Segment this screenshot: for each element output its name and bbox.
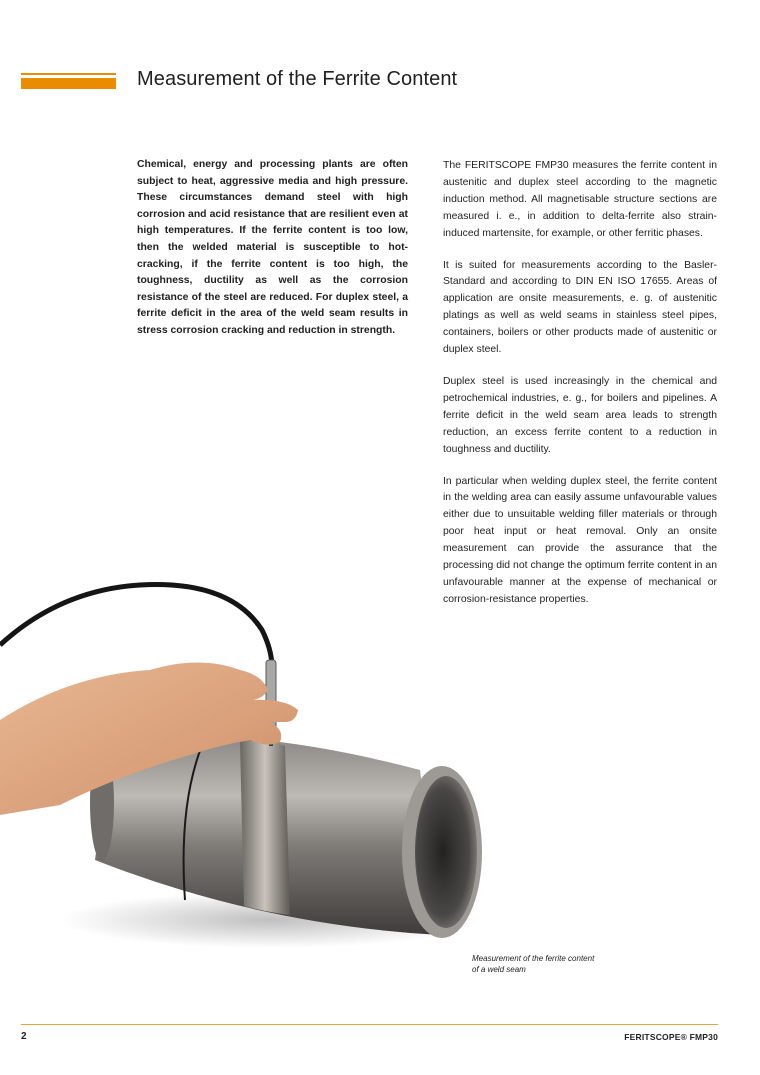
body-paragraph: The FERITSCOPE FMP30 measures the ferrite content in austenitic and duplex steel according to the magnetic induction method. All magnetisable structure sections are measured i. e., in addition to delta-ferrite also strain-induced martensite, for example, or other ferritic phases. [443,160,717,239]
weld-seam-measurement-photo [0,560,500,960]
pipe-opening [415,776,477,928]
body-column [443,158,717,624]
footer-rule [21,1024,718,1025]
caption-line: Measurement of the ferrite content [472,954,595,963]
body-paragraph: In particular when welding duplex steel, the ferrite content in the welding area can easily assume unfavourable values either due to unsuitable welding filler materials or through poor heat input or heat removal. Only an onsite measurement can provide the assurance that the processing did not change the optimum ferrite content in an unfavourable manner at the expense of mechanical or corrosion-resistance properties. [443,475,717,605]
weld-seam [240,741,290,915]
product-name: FERITSCOPE® FMP30 [624,1032,718,1042]
page-title: Measurement of the Ferrite Content [137,68,458,90]
caption-line: of a weld seam [472,964,526,974]
probe-cable [0,585,272,668]
accent-bar-thick [21,78,116,89]
accent-bar-thin [21,73,116,75]
figure-caption [472,954,632,975]
body-paragraph: It is suited for measurements according to the Basler-Standard and according to DIN EN ISO 17655. Areas of application are onsite measurements, e. g. of austenitic platings as well as weld seams in stainless steel pipes, containers, boilers or other products made of austenitic or duplex steel. [443,259,717,356]
body-paragraph: Duplex steel is used increasingly in the chemical and petrochemical industries, e. g., for boilers and pipelines. A ferrite deficit in the weld seam area leads to strength reduction, an excess ferrite content to a reduction in toughness and ductility. [443,375,717,455]
page-number: 2 [21,1031,27,1042]
accent-bar [21,73,116,89]
lead-paragraph: Chemical, energy and processing plants are often subject to heat, aggressive media and high pressure. These circumstances demand steel with high corrosion and acid resistance that are resilient even at high temperatures. If the ferrite content is too low, then the welded material is susceptible to hot-cracking, if the ferrite content is too high, the toughness, ductility as well as the corrosion resistance of the steel are reduced. For duplex steel, a ferrite deficit in the area of the weld seam results in stress corrosion cracking and reduction in strength. [137,159,408,336]
